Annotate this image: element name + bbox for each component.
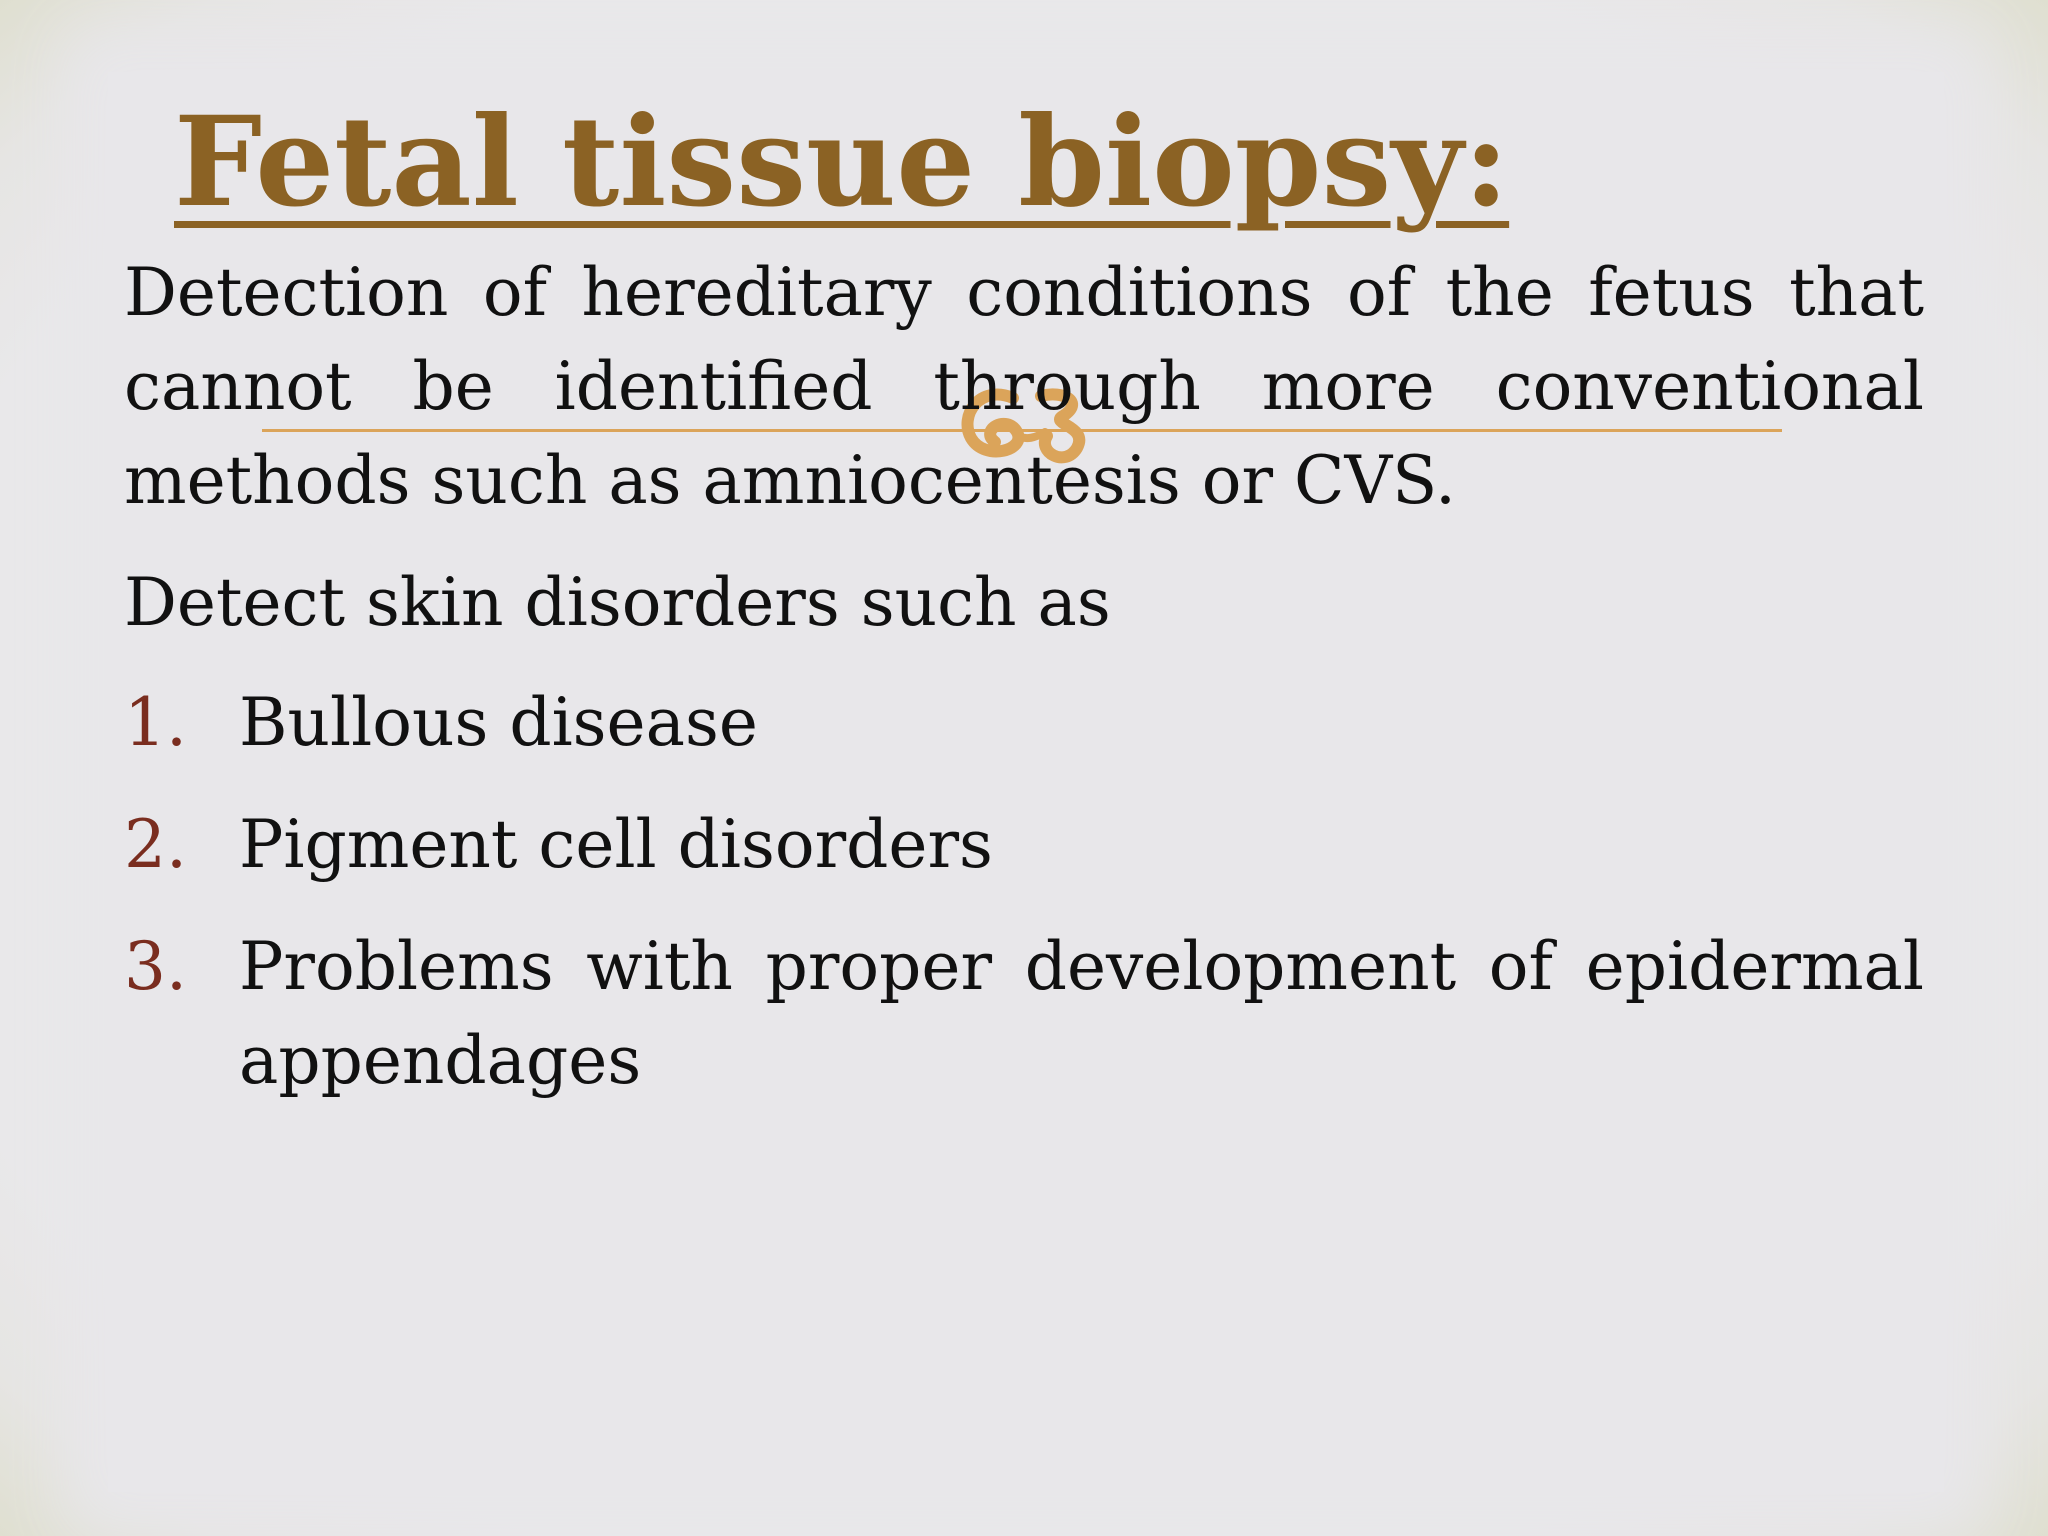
list-item-text: Pigment cell disorders bbox=[239, 806, 993, 883]
list-item-number: 2. bbox=[124, 806, 187, 883]
list-item-number: 3. bbox=[124, 928, 187, 1005]
list-item bbox=[124, 920, 1924, 1108]
slide-title: Fetal tissue biopsy: bbox=[174, 90, 1510, 235]
skin-disorders-list bbox=[124, 676, 1924, 1108]
paragraph-1: Detection of hereditary conditions of the fetus that cannot be identified through more conventional methods such as amniocentesis or CVS. bbox=[124, 254, 1924, 519]
list-item bbox=[124, 798, 1924, 892]
list-item-text: Bullous disease bbox=[239, 684, 758, 761]
list-item bbox=[124, 676, 1924, 770]
list-item-number: 1. bbox=[124, 684, 187, 761]
slide-content bbox=[124, 246, 1924, 1136]
paragraph-2: Detect skin disorders such as bbox=[124, 564, 1111, 641]
list-item-text: Problems with proper development of epidermal appendages bbox=[239, 928, 1924, 1099]
